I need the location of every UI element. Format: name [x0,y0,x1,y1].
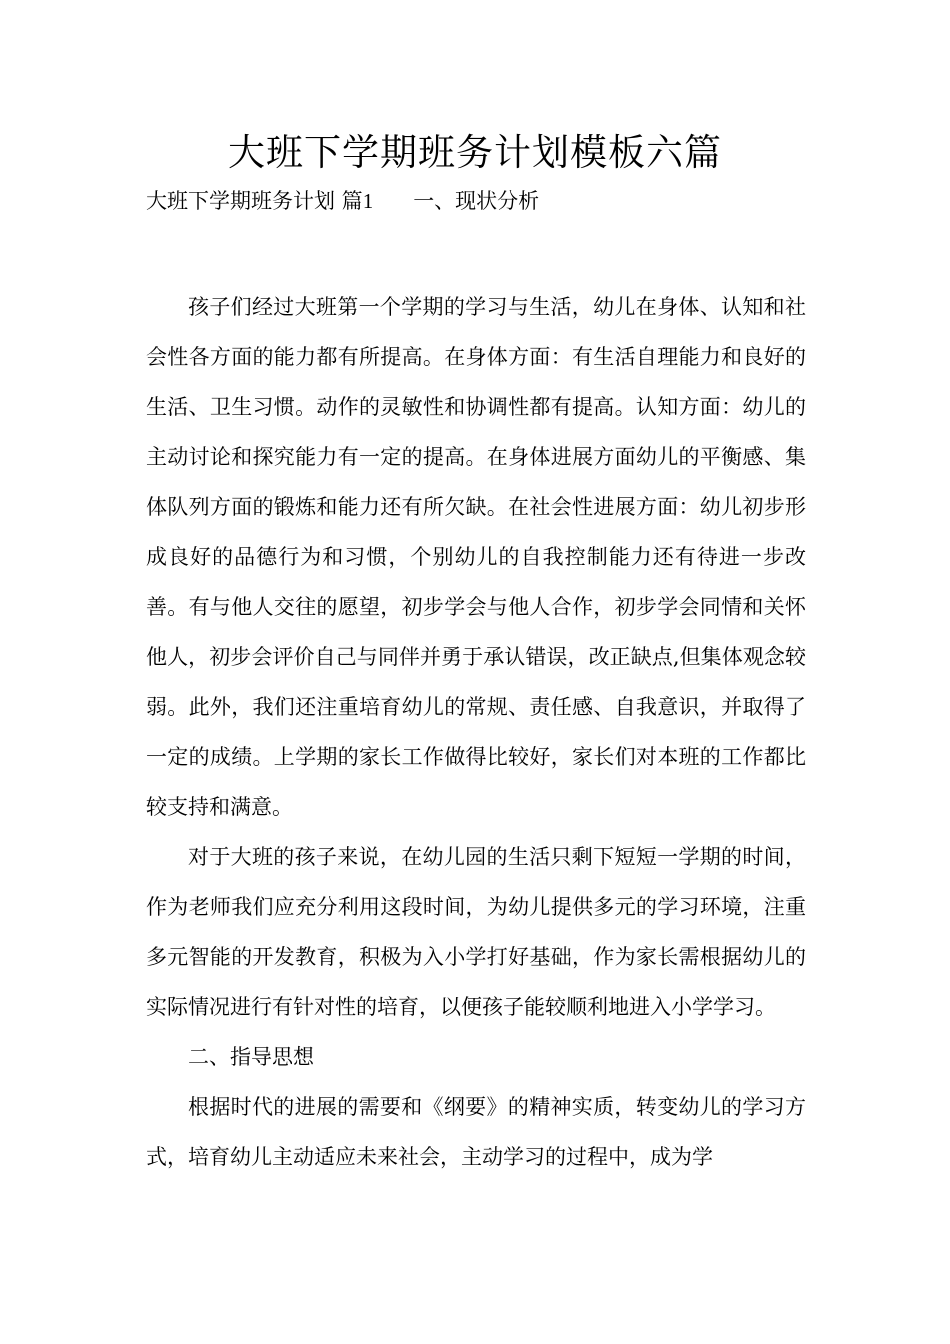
document-title: 大班下学期班务计划模板六篇 [228,131,722,174]
paragraph-guiding-ideology: 根据时代的进展的需要和《纲要》的精神实质，转变幼儿的学习方式，培育幼儿主动适应未来社会，主动学习的过程中，成为学 [146,1095,806,1169]
subheading-section-title: 一、现状分析 [413,189,540,213]
paragraph-semester-plan: 对于大班的孩子来说，在幼儿园的生活只剩下短短一学期的时间，作为老师我们应充分利用这段时间，为幼儿提供多元的学习环境，注重多元智能的开发教育，积极为入小学打好基础，作为家长需根据幼儿的实际情况进行有针对性的培育，以便孩子能较顺利地进入小学学习。 [146,845,806,1019]
document-body [146,282,806,1182]
subheading-plan-label: 大班下学期班务计划 篇 [146,189,363,213]
document-subheading [146,185,539,217]
subheading-part-number: 1 [362,189,374,213]
section-heading-guiding-ideology: 二、指导思想 [188,1045,314,1069]
paragraph-current-situation: 孩子们经过大班第一个学期的学习与生活，幼儿在身体、认知和社会性各方面的能力都有所提高。在身体方面：有生活自理能力和良好的生活、卫生习惯。动作的灵敏性和协调性都有提高。认知方面：幼儿的主动讨论和探究能力有一定的提高。在身体进展方面幼儿的平衡感、集体队列方面的锻炼和能力还有所欠缺。在社会性进展方面：幼儿初步形成良好的品德行为和习惯，个别幼儿的自我控制能力还有待进一步改善。有与他人交往的愿望，初步学会与他人合作，初步学会同情和关怀他人，初步会评价自己与同伴并勇于承认错误，改正缺点,但集体观念较弱。此外，我们还注重培育幼儿的常规、责任感、自我意识，并取得了一定的成绩。上学期的家长工作做得比较好，家长们对本班的工作都比较支持和满意。 [146,295,806,819]
